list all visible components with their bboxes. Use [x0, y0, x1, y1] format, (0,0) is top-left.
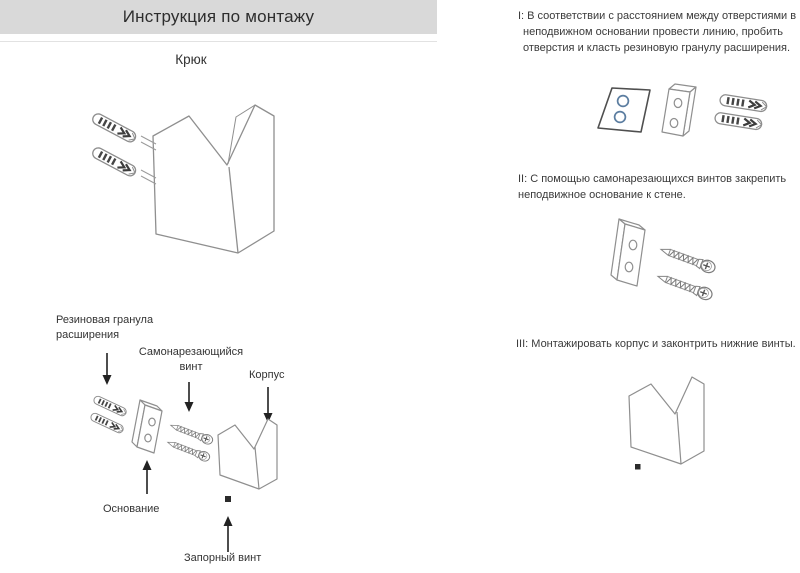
screw-drawing: [659, 244, 717, 275]
assembled-hook-drawing: [78, 86, 284, 266]
exploded-view-drawing: [50, 345, 300, 567]
step-3-text: [516, 336, 796, 352]
wall-anchor-drawing: [714, 112, 762, 130]
label-body: Корпус: [249, 369, 285, 381]
hook-body-drawing: [218, 419, 277, 489]
step-2-text: [518, 171, 786, 203]
hook-body-drawing: [629, 377, 704, 464]
step-text-line: III: Монтажировать корпус и законтрить нижние винты.: [516, 338, 796, 350]
step-text-line: неподвижном основании провести линию, пробить: [523, 26, 783, 38]
base-plate-drawing: [611, 219, 645, 286]
step-text-line: неподвижное основание к стене.: [518, 189, 686, 201]
screw-drawing: [169, 421, 214, 446]
step-1-diagram: [585, 80, 797, 148]
wall-anchor-drawing: [91, 112, 138, 144]
screw-drawing: [656, 271, 714, 302]
label-expansion-anchor: [56, 313, 153, 343]
drill-template-drawing: [598, 88, 650, 132]
lock-screw-square: [635, 464, 641, 470]
step-1-text: [518, 8, 796, 56]
label-line: винт: [179, 361, 203, 373]
label-line: расширения: [56, 329, 120, 341]
title-banner: [0, 0, 437, 34]
wall-anchor-drawing: [91, 146, 138, 178]
wall-anchor-drawing: [719, 94, 767, 112]
product-name: Крюк: [175, 52, 207, 67]
lock-screw-square: [225, 496, 231, 502]
base-plate-drawing: [662, 84, 696, 136]
base-plate-drawing: [132, 400, 162, 453]
step-text-line: II: С помощью самонарезающихся винтов закрепить: [518, 173, 787, 185]
page-title: Инструкция по монтажу: [122, 7, 315, 26]
step-2-diagram: [600, 212, 772, 318]
step-3-diagram: [616, 366, 722, 480]
label-base: Основание: [103, 503, 160, 515]
hook-body-drawing: [153, 105, 274, 253]
title-underline: [0, 41, 437, 42]
label-lock-screw: Запорный винт: [184, 552, 262, 564]
label-line: Самонарезающийся: [138, 346, 244, 358]
label-line: Резиновая гранула: [56, 314, 154, 326]
step-text-line: I: В соответствии с расстоянием между отверстиями в: [518, 10, 797, 22]
step-text-line: отверстия и класть резиновую гранулу расширения.: [523, 42, 791, 54]
